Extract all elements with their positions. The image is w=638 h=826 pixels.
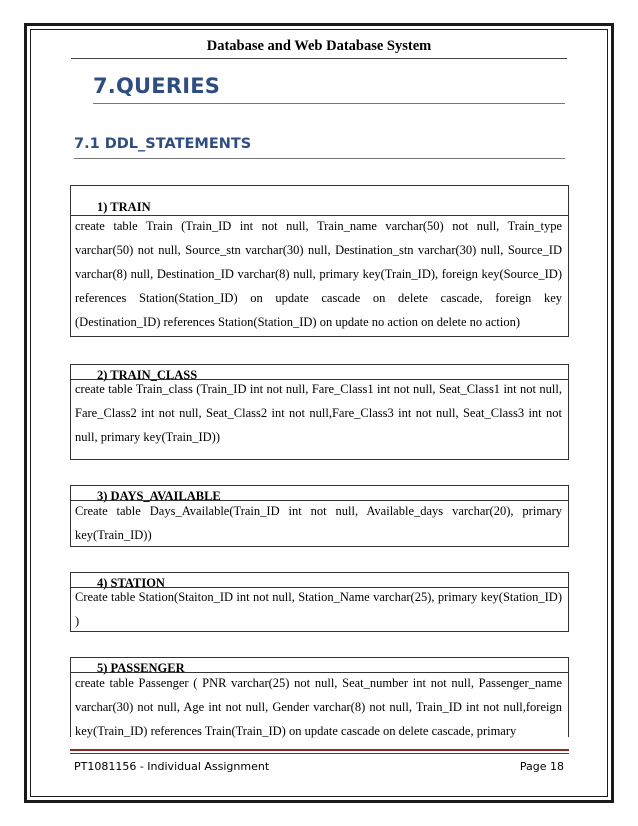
- subsection-heading-divider: [74, 158, 565, 159]
- query-box-days-available: [70, 485, 569, 547]
- subsection-heading: 7.1 DDL_STATEMENTS: [74, 136, 252, 152]
- footer-divider-thin: [70, 753, 569, 754]
- query-text: Create table Station(Staiton_ID int not null, Station_Name varchar(25), primary key(Station_ID) ): [75, 590, 562, 628]
- query-text: create table Passenger ( PNR varchar(25) not null, Seat_number int not null, Passenger_name varchar(30) not null, Age int not null, Gender varchar(8) not null, Train_ID int not null,foreign key(Train_ID) references Train(Train_ID) on update cascade on delete cascade, primary: [75, 676, 562, 738]
- query-text: create table Train (Train_ID int not null, Train_name varchar(50) not null, Train_type varchar(50) not null, Source_stn varchar(30) null, Destination_stn varchar(30) null, Source_ID varchar(8) null, Destination_ID varchar(8) null, primary key(Train_ID), foreign key(Source_ID) references Station(Station_ID) on update cascade on delete cascade, foreign key (Destination_ID) references Station(Station_ID) on update no action on delete no action): [75, 219, 562, 329]
- query-title: 2) TRAIN_CLASS: [97, 368, 198, 382]
- query-box-train-class: [70, 364, 569, 460]
- query-box-passenger: [70, 657, 569, 737]
- footer-page-number: Page 18: [519, 760, 564, 773]
- section-heading-divider: [93, 103, 565, 104]
- query-text: Create table Days_Available(Train_ID int not null, Available_days varchar(20), primary key(Train_ID)): [75, 504, 562, 542]
- header-divider: [71, 58, 567, 59]
- query-box-station: [70, 572, 569, 632]
- query-text: create table Train_class (Train_ID int not null, Fare_Class1 int not null, Seat_Class1 int not null, Fare_Class2 int not null, Seat_Class2 int not null,Fare_Class3 int not null, Seat_Class3 int not null, primary key(Train_ID)): [75, 382, 562, 444]
- section-heading: 7.QUERIES: [93, 74, 221, 98]
- page-header: Database and Web Database System: [206, 38, 432, 54]
- query-title: 3) DAYS_AVAILABLE: [97, 489, 221, 503]
- query-box-train: [70, 185, 569, 337]
- query-title: 4) STATION: [97, 576, 165, 590]
- footer-assignment-label: PT1081156 - Individual Assignment: [74, 760, 270, 773]
- footer-divider-thick: [70, 749, 569, 751]
- query-title: 5) PASSENGER: [97, 661, 185, 675]
- query-title: 1) TRAIN: [97, 200, 151, 214]
